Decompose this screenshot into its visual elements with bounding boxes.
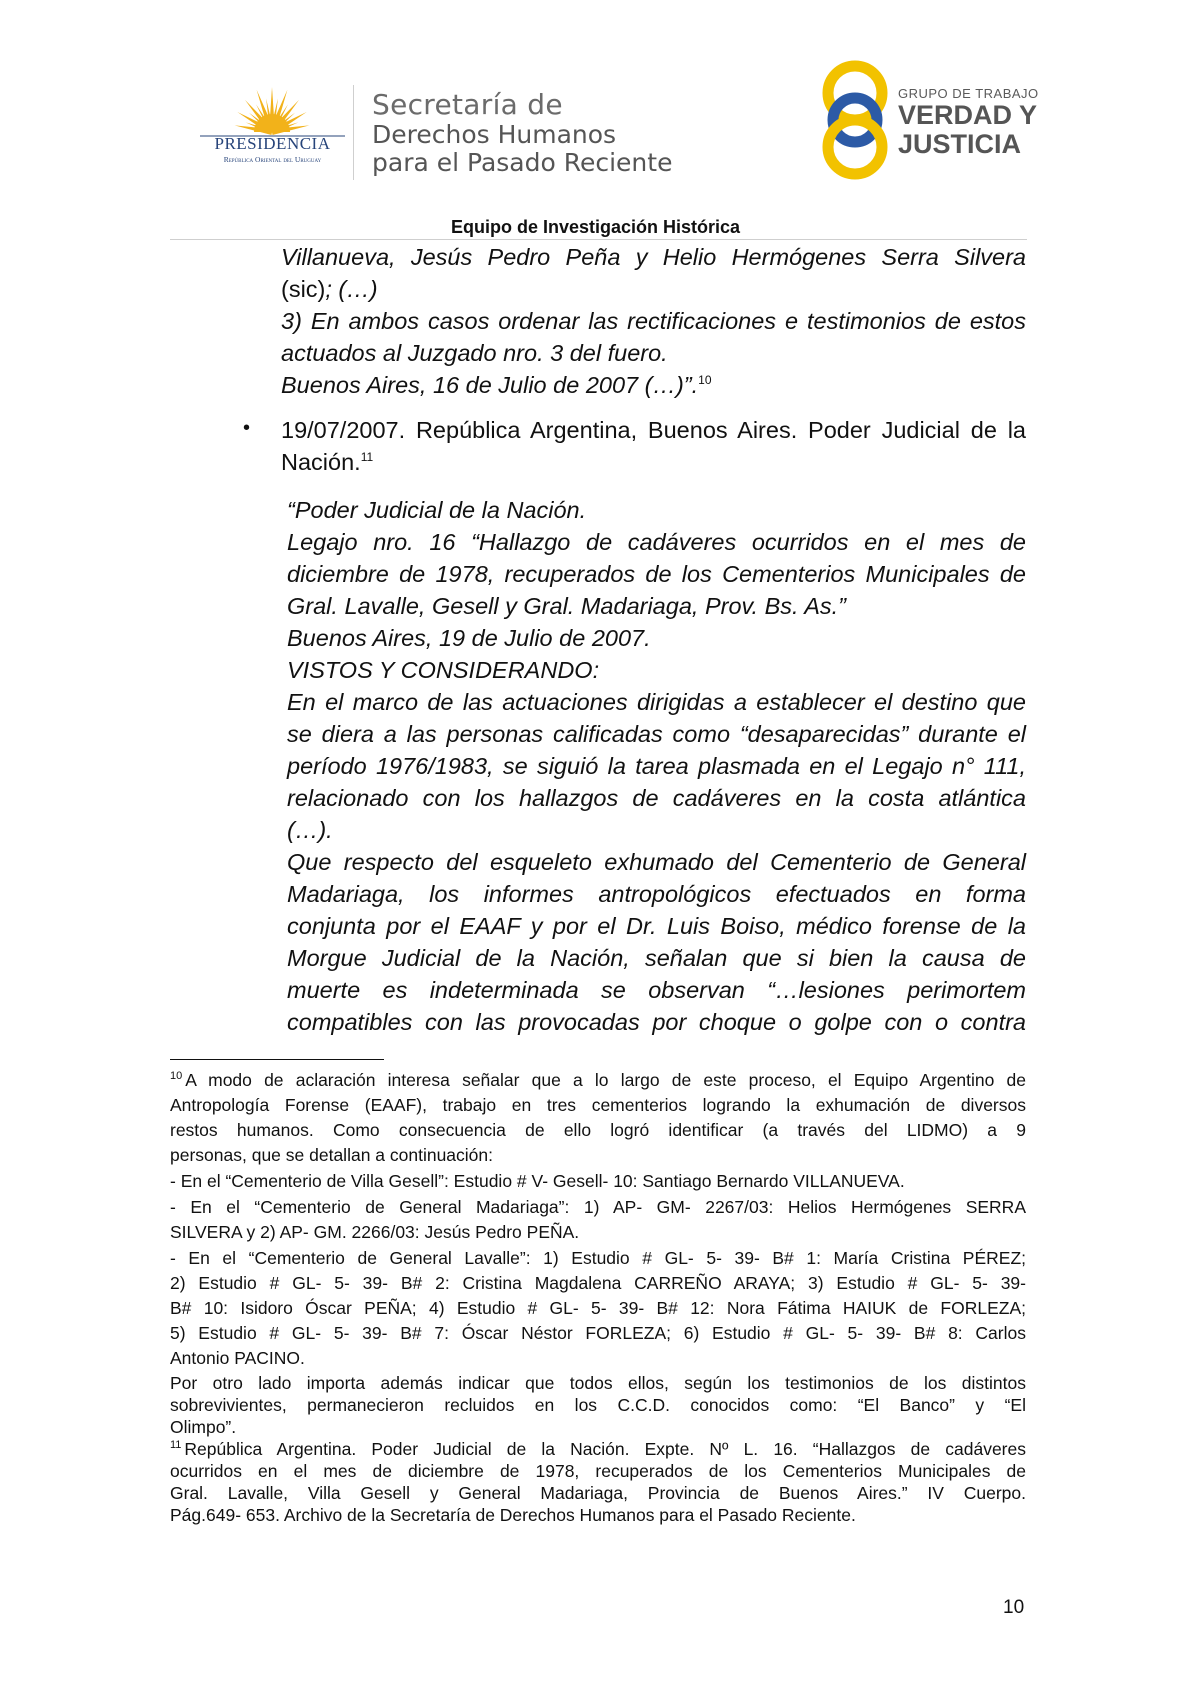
bullet-symbol: • [243, 417, 251, 439]
footnote-rule [170, 1059, 384, 1060]
quote-line: conjunta por el EAAF y por el Dr. Luis Boiso, médico forense de la [287, 913, 1026, 939]
secretaria-line2: Derechos Humanos [372, 120, 617, 149]
footnote-line: sobrevivientes, permanecieron recluidos en los C.C.D. conocidos como: “El Banco” y “El [170, 1395, 1026, 1415]
secretaria-line1: Secretaría de [372, 88, 563, 121]
quote-line: compatibles con las provocadas por choque o golpe con o contra [287, 1009, 1026, 1035]
page-number: 10 [1003, 1597, 1025, 1618]
footnote-line: restos humanos. Como consecuencia de ello logró identificar (a través del LIDMO) a 9 [170, 1120, 1026, 1140]
page-header-title: Equipo de Investigación Histórica [450, 217, 741, 237]
quote-line: 3) En ambos casos ordenar las rectificaciones e testimonios de estos [281, 308, 1026, 334]
quote-line [281, 273, 1026, 305]
bullet-item [281, 414, 1026, 478]
quote-line: Legajo nro. 16 “Hallazgo de cadáveres ocurridos en el mes de [287, 529, 1026, 555]
bullet-text: Nación. [281, 449, 361, 475]
footnote-line [170, 1438, 1026, 1460]
quote-line: (…). [287, 817, 333, 843]
footnote-ref-11[interactable]: 11 [360, 450, 374, 465]
quote-line: Villanueva, Jesús Pedro Peña y Helio Hermógenes Serra Silvera [281, 244, 1026, 270]
footnote-line: B# 10: Isidoro Óscar PEÑA; 4) Estudio # GL- 5- 39- B# 12: Nora Fátima HAIUK de FORLEZA; [170, 1298, 1026, 1318]
quote-line: Madariaga, los informes antropológicos efectuados en forma [287, 881, 1026, 907]
quote-line: diciembre de 1978, recuperados de los Cementerios Municipales de [287, 561, 1026, 587]
quote-line: En el marco de las actuaciones dirigidas a establecer el destino que [287, 689, 1026, 715]
footnote-line: Gral. Lavalle, Villa Gesell y General Madariaga, Provincia de Buenos Aires.” IV Cuerpo. [170, 1483, 1026, 1503]
quote-line: relacionado con los hallazgos de cadáveres en la costa atlántica [287, 785, 1026, 811]
presidencia-subtitle: República Oriental del Uruguay [223, 155, 322, 164]
grupo-trabajo-label: GRUPO DE TRABAJO [898, 86, 1039, 101]
footnote-line: Por otro lado importa además indicar que todos ellos, según los testimonios de los distintos [170, 1373, 1026, 1393]
footnote-line: - En el “Cementerio de General Lavalle”: 1) Estudio # GL- 5- 39- B# 1: María Cristina PÉREZ; [170, 1248, 1026, 1268]
footnote-line: ocurridos en el mes de diciembre de 1978, recuperados de los Cementerios Municipales de [170, 1461, 1026, 1481]
footnote-line: - En el “Cementerio de Villa Gesell”: Estudio # V- Gesell- 10: Santiago Bernardo VILLANUEVA. [170, 1171, 905, 1191]
justicia-label: JUSTICIA [898, 129, 1022, 159]
quote-date: Buenos Aires, 16 de Julio de 2007 (…)”. [281, 372, 699, 398]
footnote-line [170, 1068, 1026, 1093]
footnote-line: 2) Estudio # GL- 5- 39- B# 2: Cristina Magdalena CARREÑO ARAYA; 3) Estudio # GL- 5- 39- [170, 1273, 1026, 1293]
footnote-line: SILVERA y 2) AP- GM. 2266/03: Jesús Pedro PEÑA. [170, 1222, 580, 1242]
quote-line: VISTOS Y CONSIDERANDO: [287, 657, 600, 683]
verdad-label: VERDAD Y [898, 100, 1038, 130]
verdad-justicia-text [898, 86, 1039, 159]
quote-line: período 1976/1983, se siguió la tarea plasmada en el Legajo n° 111, [287, 753, 1026, 779]
quote-continuation [281, 241, 1026, 401]
footnote-line: - En el “Cementerio de General Madariaga”: 1) AP- GM- 2267/03: Helios Hermógenes SERRA [170, 1197, 1026, 1217]
ellipsis-text: ; (…) [325, 276, 378, 302]
bullet-line [281, 446, 1026, 478]
legajo-quote [287, 494, 1026, 1038]
presidencia-logo [190, 80, 355, 180]
quote-line: muerte es indeterminada se observan “…lesiones perimortem [287, 977, 1026, 1003]
footnote-line: Antonio PACINO. [170, 1348, 305, 1368]
footnote-line: 5) Estudio # GL- 5- 39- B# 7: Óscar Néstor FORLEZA; 6) Estudio # GL- 5- 39- B# 8: Carlos [170, 1323, 1026, 1343]
footnote-10 [170, 1068, 1026, 1526]
footnote-line: Olimpo”. [170, 1417, 237, 1437]
sic-text: (sic) [281, 276, 326, 302]
presidencia-name: PRESIDENCIA [214, 134, 331, 153]
quote-line: Buenos Aires, 19 de Julio de 2007. [287, 625, 651, 651]
quote-line: “Poder Judicial de la Nación. [287, 497, 587, 523]
quote-line: Que respecto del esqueleto exhumado del Cementerio de General [287, 849, 1026, 875]
secretaria-line3: para el Pasado Reciente [372, 148, 673, 177]
quote-line: se diera a las personas calificadas como “desaparecidas” durante el [287, 721, 1026, 747]
footnote-line: personas, que se detallan a continuación: [170, 1145, 494, 1165]
secretaria-logo-text [372, 88, 672, 177]
quote-line: Gral. Lavalle, Gesell y Gral. Madariaga, Prov. Bs. As.” [287, 593, 846, 619]
bullet-line: 19/07/2007. República Argentina, Buenos Aires. Poder Judicial de la [281, 417, 1026, 443]
footnote-text: A modo de aclaración interesa señalar que a lo largo de este proceso, el Equipo Argentino de [185, 1070, 1026, 1090]
quote-line: Morgue Judicial de la Nación, señalan que si bien la causa de [287, 945, 1026, 971]
footnote-ref-10[interactable]: 10 [698, 373, 712, 388]
footnote-line: Pág.649- 653. Archivo de la Secretaría de Derechos Humanos para el Pasado Reciente. [170, 1505, 856, 1525]
footnote-number: 11 [170, 1439, 182, 1452]
quote-line: actuados al Juzgado nro. 3 del fuero. [281, 340, 668, 366]
footnote-text: República Argentina. Poder Judicial de la Nación. Expte. Nº L. 16. “Hallazgos de cadáveres [184, 1439, 1026, 1459]
quote-line [281, 369, 1026, 401]
sun-icon [190, 80, 355, 180]
footnote-number: 10 [170, 1070, 183, 1083]
header-rule [170, 239, 1027, 240]
footnote-line: Antropología Forense (EAAF), trabajo en tres cementerios logrando la exhumación de diversos [170, 1095, 1026, 1115]
header-divider [353, 85, 354, 180]
